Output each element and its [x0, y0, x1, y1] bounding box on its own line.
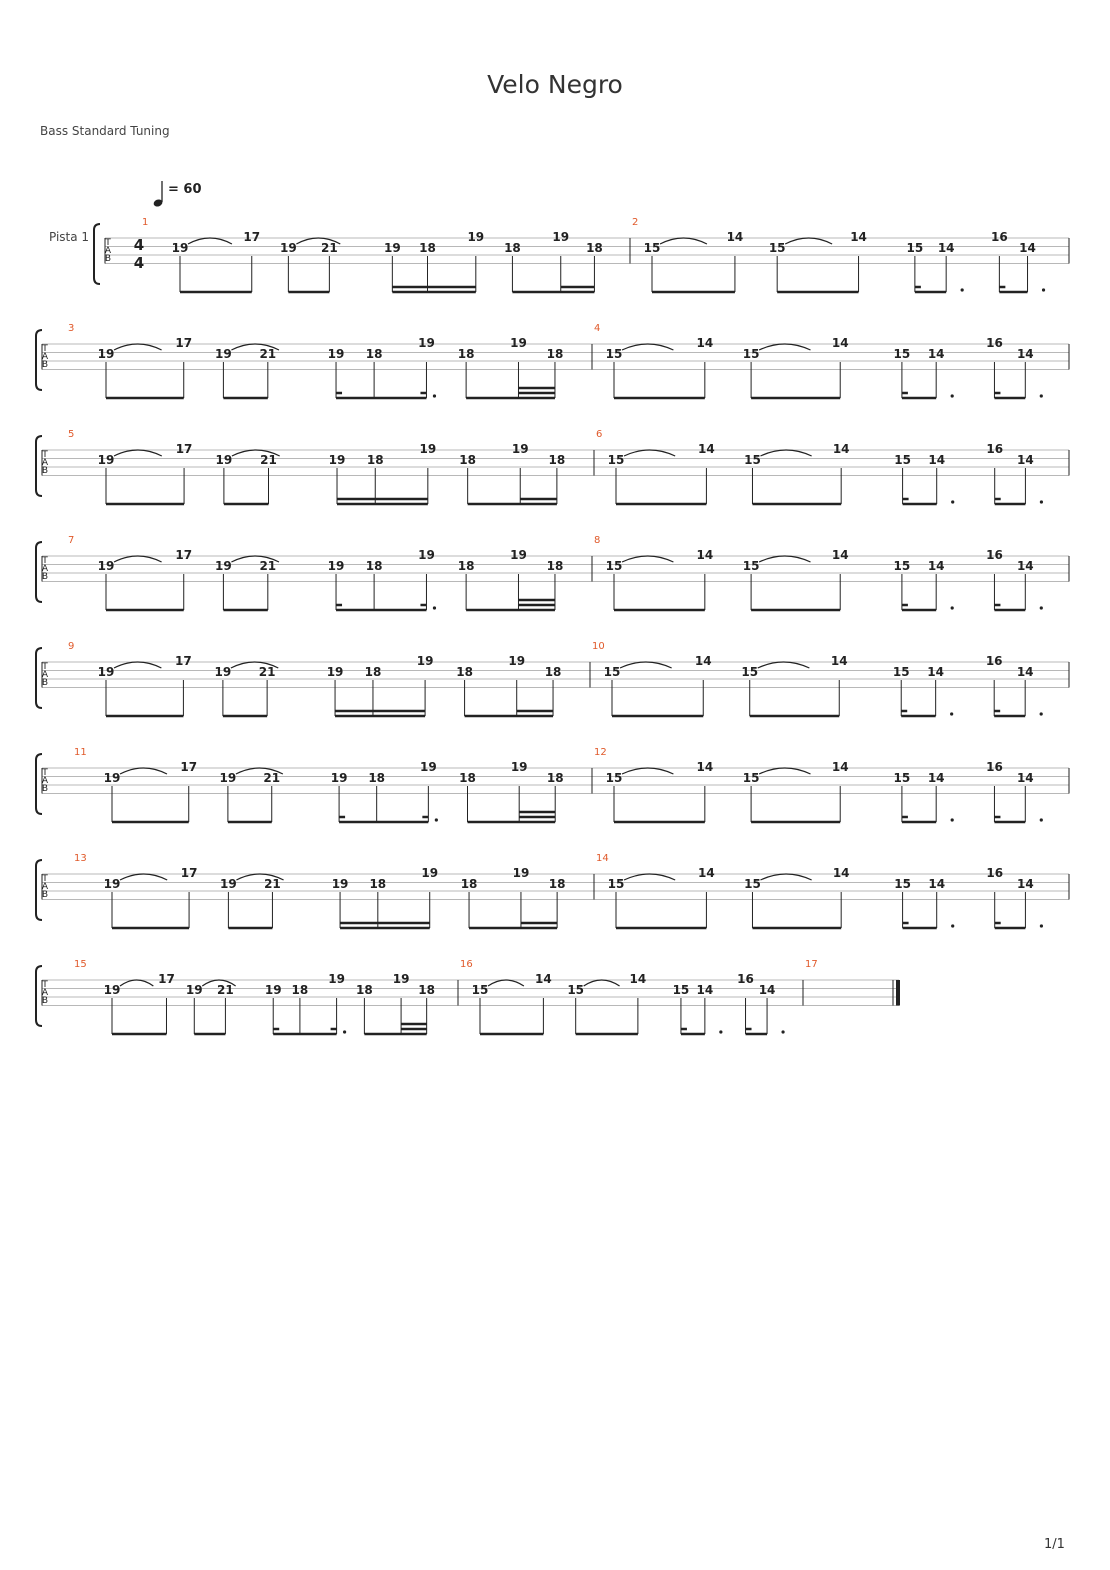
fret-number: 19 [467, 230, 485, 244]
tie-arc [622, 768, 673, 774]
fret-number: 15 [607, 453, 625, 467]
dot [719, 1030, 722, 1033]
fret-number: 16 [991, 230, 1008, 244]
measure-number: 14 [596, 853, 609, 864]
fret-number: 19 [328, 453, 346, 467]
tab-clef-letter: B [41, 572, 49, 582]
tab-clef-letter: A [41, 882, 49, 892]
fret-number: 14 [629, 972, 647, 986]
fret-number: 21 [260, 453, 277, 467]
fret-number: 21 [259, 347, 277, 361]
dot [435, 818, 438, 821]
fret-number: 15 [894, 877, 911, 891]
fret-number: 19 [214, 665, 232, 679]
measure-number: 2 [632, 217, 639, 228]
fret-number: 16 [986, 442, 1004, 456]
fret-number: 15 [892, 665, 910, 679]
dot [961, 288, 964, 291]
fret-number: 18 [457, 347, 475, 361]
fret-number: 19 [327, 559, 345, 573]
measure-number: 4 [594, 323, 601, 334]
tie-arc [759, 344, 810, 350]
dot [343, 1030, 346, 1033]
fret-number: 18 [544, 665, 562, 679]
fret-number: 19 [97, 453, 115, 467]
fret-number: 14 [1016, 559, 1034, 573]
fret-number: 14 [726, 230, 744, 244]
tie-arc [620, 662, 672, 668]
fret-number: 14 [1019, 241, 1036, 255]
tempo-marking: = 60 [168, 182, 202, 197]
dot [1042, 288, 1045, 291]
measure-number: 3 [68, 323, 75, 334]
fret-number: 18 [586, 241, 603, 255]
fret-number: 19 [510, 548, 527, 562]
fret-number: 14 [1017, 453, 1034, 467]
tab-clef-letter: T [42, 556, 48, 566]
fret-number: 15 [567, 983, 585, 997]
fret-number: 19 [97, 347, 115, 361]
fret-number: 15 [607, 877, 625, 891]
fret-number: 18 [459, 771, 476, 785]
measure-number: 6 [596, 429, 603, 440]
tab-clef-letter: B [104, 254, 112, 264]
tie-arc [622, 344, 673, 350]
fret-number: 14 [927, 559, 945, 573]
fret-number: 19 [383, 241, 401, 255]
measure-number: 7 [68, 535, 75, 546]
fret-number: 18 [369, 877, 387, 891]
dot [433, 606, 436, 609]
time-signature-top: 4 [133, 236, 145, 254]
fret-number: 19 [326, 665, 344, 679]
fret-number: 17 [175, 442, 193, 456]
tab-clef-letter: A [41, 670, 49, 680]
fret-number: 14 [535, 972, 552, 986]
measure-number: 5 [68, 429, 75, 440]
fret-number: 14 [1017, 877, 1034, 891]
tie-arc [759, 556, 810, 562]
fret-number: 18 [457, 559, 475, 573]
fret-number: 15 [603, 665, 621, 679]
tuning-label: Bass Standard Tuning [40, 124, 170, 138]
dot [951, 500, 954, 503]
dot [1040, 712, 1043, 715]
tab-system [36, 323, 1069, 398]
fret-number: 18 [419, 241, 436, 255]
fret-number: 18 [548, 453, 566, 467]
tab-clef-letter: B [41, 360, 49, 370]
tab-system [36, 959, 900, 1034]
tab-clef-letter: B [41, 678, 49, 688]
tab-system [36, 535, 1069, 610]
fret-number: 19 [552, 230, 570, 244]
tab-system [49, 217, 1069, 292]
tab-clef-letter: T [42, 662, 48, 672]
fret-number: 18 [364, 665, 382, 679]
fret-number: 16 [985, 654, 1003, 668]
measure-number: 12 [594, 747, 607, 758]
fret-number: 15 [893, 771, 911, 785]
tie-arc [120, 874, 167, 880]
tab-clef-letter: T [42, 450, 48, 460]
tab-clef-letter: T [42, 874, 48, 884]
fret-number: 18 [546, 559, 564, 573]
fret-number: 14 [696, 548, 714, 562]
fret-number: 19 [392, 972, 410, 986]
fret-number: 15 [643, 241, 661, 255]
fret-number: 19 [103, 771, 121, 785]
fret-number: 18 [368, 771, 386, 785]
fret-number: 19 [421, 866, 439, 880]
tie-arc [488, 980, 524, 986]
fret-number: 14 [694, 654, 712, 668]
fret-number: 14 [758, 983, 776, 997]
fret-number: 15 [742, 559, 760, 573]
fret-number: 19 [511, 442, 529, 456]
dot [1040, 924, 1043, 927]
fret-number: 15 [742, 771, 760, 785]
fret-number: 19 [219, 771, 237, 785]
tab-clef-letter: A [41, 776, 49, 786]
fret-number: 21 [263, 771, 281, 785]
fret-number: 15 [605, 771, 623, 785]
tie-arc [624, 450, 675, 456]
fret-number: 15 [893, 559, 911, 573]
fret-number: 21 [264, 877, 281, 891]
fret-number: 18 [459, 453, 477, 467]
tab-system [36, 429, 1069, 504]
fret-number: 15 [605, 559, 623, 573]
fret-number: 15 [906, 241, 924, 255]
tab-clef-letter: A [41, 458, 49, 468]
tie-arc [760, 450, 811, 456]
fret-number: 14 [696, 760, 714, 774]
score-title: Velo Negro [487, 70, 623, 99]
fret-number: 19 [420, 760, 437, 774]
system-bracket [94, 224, 100, 284]
fret-number: 15 [893, 347, 911, 361]
dot [951, 394, 954, 397]
fret-number: 19 [510, 336, 527, 350]
fret-number: 14 [831, 548, 849, 562]
fret-number: 16 [986, 866, 1004, 880]
tie-arc [114, 450, 162, 456]
fret-number: 18 [356, 983, 373, 997]
fret-number: 21 [258, 665, 276, 679]
fret-number: 19 [418, 548, 435, 562]
fret-number: 14 [937, 241, 955, 255]
fret-number: 15 [768, 241, 786, 255]
fret-number: 14 [927, 771, 945, 785]
fret-number: 16 [986, 336, 1003, 350]
fret-number: 16 [737, 972, 754, 986]
tie-arc [759, 768, 810, 774]
fret-number: 15 [744, 877, 761, 891]
fret-number: 14 [696, 336, 714, 350]
dot [433, 394, 436, 397]
fret-number: 15 [744, 453, 761, 467]
fret-number: 17 [180, 866, 198, 880]
tie-arc [120, 768, 167, 774]
tab-clef-letter: A [41, 564, 49, 574]
fret-number: 17 [243, 230, 261, 244]
tab-system [36, 747, 1069, 822]
tab-system [36, 641, 1069, 716]
tie-arc [758, 662, 810, 668]
measure-number: 17 [805, 959, 818, 970]
tie-arc [114, 662, 161, 668]
fret-number: 14 [831, 336, 849, 350]
tie-arc [760, 874, 811, 880]
fret-number: 14 [928, 877, 946, 891]
tie-arc [660, 238, 707, 244]
fret-number: 19 [215, 559, 232, 573]
tab-clef-letter: T [42, 768, 48, 778]
tie-arc [120, 980, 153, 986]
fret-number: 14 [696, 983, 714, 997]
dot [781, 1030, 784, 1033]
measure-number: 13 [74, 853, 87, 864]
fret-number: 19 [185, 983, 203, 997]
fret-number: 19 [418, 336, 435, 350]
fret-number: 18 [546, 771, 564, 785]
fret-number: 19 [171, 241, 189, 255]
tie-arc [624, 874, 675, 880]
measure-number: 8 [594, 535, 601, 546]
tab-clef-letter: T [42, 344, 48, 354]
fret-number: 18 [366, 453, 384, 467]
fret-number: 19 [97, 665, 115, 679]
tab-clef-letter: T [42, 980, 48, 990]
fret-number: 18 [365, 347, 383, 361]
fret-number: 19 [419, 442, 437, 456]
measure-number: 15 [74, 959, 87, 970]
dot [1040, 606, 1043, 609]
fret-number: 19 [103, 877, 121, 891]
fret-number: 15 [742, 347, 760, 361]
measure-number: 11 [74, 747, 87, 758]
fret-number: 19 [280, 241, 297, 255]
fret-number: 19 [330, 771, 348, 785]
tab-clef-letter: B [41, 466, 49, 476]
fret-number: 19 [512, 866, 530, 880]
fret-number: 14 [832, 866, 850, 880]
fret-number: 15 [605, 347, 623, 361]
fret-number: 19 [331, 877, 349, 891]
tab-clef-letter: B [41, 890, 49, 900]
fret-number: 15 [741, 665, 759, 679]
fret-number: 14 [832, 442, 850, 456]
fret-number: 18 [548, 877, 566, 891]
tie-arc [188, 238, 232, 244]
fret-number: 21 [259, 559, 277, 573]
fret-number: 17 [175, 548, 193, 562]
fret-number: 19 [327, 347, 345, 361]
dot [1040, 394, 1043, 397]
fret-number: 17 [175, 654, 192, 668]
fret-number: 14 [1016, 347, 1034, 361]
dot [1040, 818, 1043, 821]
measure-number: 9 [68, 641, 75, 652]
tie-arc [622, 556, 673, 562]
dot [951, 606, 954, 609]
tab-clef-letter: B [41, 784, 49, 794]
fret-number: 14 [698, 442, 715, 456]
measure-number: 1 [142, 217, 149, 228]
dot [950, 712, 953, 715]
fret-number: 15 [894, 453, 911, 467]
fret-number: 19 [97, 559, 115, 573]
fret-number: 18 [460, 877, 478, 891]
tie-arc [114, 556, 162, 562]
fret-number: 17 [175, 336, 193, 350]
fret-number: 19 [215, 347, 232, 361]
fret-number: 14 [927, 347, 945, 361]
fret-number: 18 [546, 347, 564, 361]
fret-number: 18 [456, 665, 473, 679]
fret-number: 18 [418, 983, 436, 997]
fret-number: 19 [416, 654, 434, 668]
tab-clef-letter: A [104, 246, 112, 256]
measure-number: 10 [592, 641, 605, 652]
tie-arc [584, 980, 620, 986]
fret-number: 19 [103, 983, 121, 997]
fret-number: 14 [928, 453, 946, 467]
tab-clef-letter: A [41, 352, 49, 362]
fret-number: 19 [215, 453, 233, 467]
dot [951, 924, 954, 927]
fret-number: 16 [986, 760, 1003, 774]
time-signature-bottom: 4 [133, 254, 145, 272]
fret-number: 14 [927, 665, 945, 679]
fret-number: 18 [365, 559, 383, 573]
page-number: 1/1 [1044, 1537, 1065, 1552]
fret-number: 14 [1016, 665, 1034, 679]
fret-number: 19 [264, 983, 282, 997]
dot [951, 818, 954, 821]
fret-number: 18 [291, 983, 309, 997]
tie-arc [114, 344, 162, 350]
fret-number: 16 [986, 548, 1003, 562]
fret-number: 18 [504, 241, 521, 255]
fret-number: 19 [510, 760, 528, 774]
fret-number: 15 [471, 983, 489, 997]
fret-number: 19 [220, 877, 237, 891]
fret-number: 14 [831, 760, 849, 774]
fret-number: 15 [672, 983, 690, 997]
tie-arc [785, 238, 832, 244]
fret-number: 14 [850, 230, 867, 244]
tab-system [36, 853, 1069, 928]
dot [1040, 500, 1043, 503]
fret-number: 21 [321, 241, 338, 255]
fret-number: 14 [698, 866, 715, 880]
tab-clef-letter: B [41, 996, 49, 1006]
fret-number: 19 [508, 654, 526, 668]
fret-number: 17 [158, 972, 175, 986]
tab-clef-letter: T [105, 238, 111, 248]
fret-number: 17 [180, 760, 198, 774]
fret-number: 21 [217, 983, 234, 997]
fret-number: 14 [1016, 771, 1034, 785]
tab-clef-letter: A [41, 988, 49, 998]
measure-number: 16 [460, 959, 473, 970]
fret-number: 14 [830, 654, 848, 668]
final-barline-thick [896, 980, 900, 1006]
fret-number: 19 [328, 972, 345, 986]
track-name: Pista 1 [49, 230, 90, 244]
